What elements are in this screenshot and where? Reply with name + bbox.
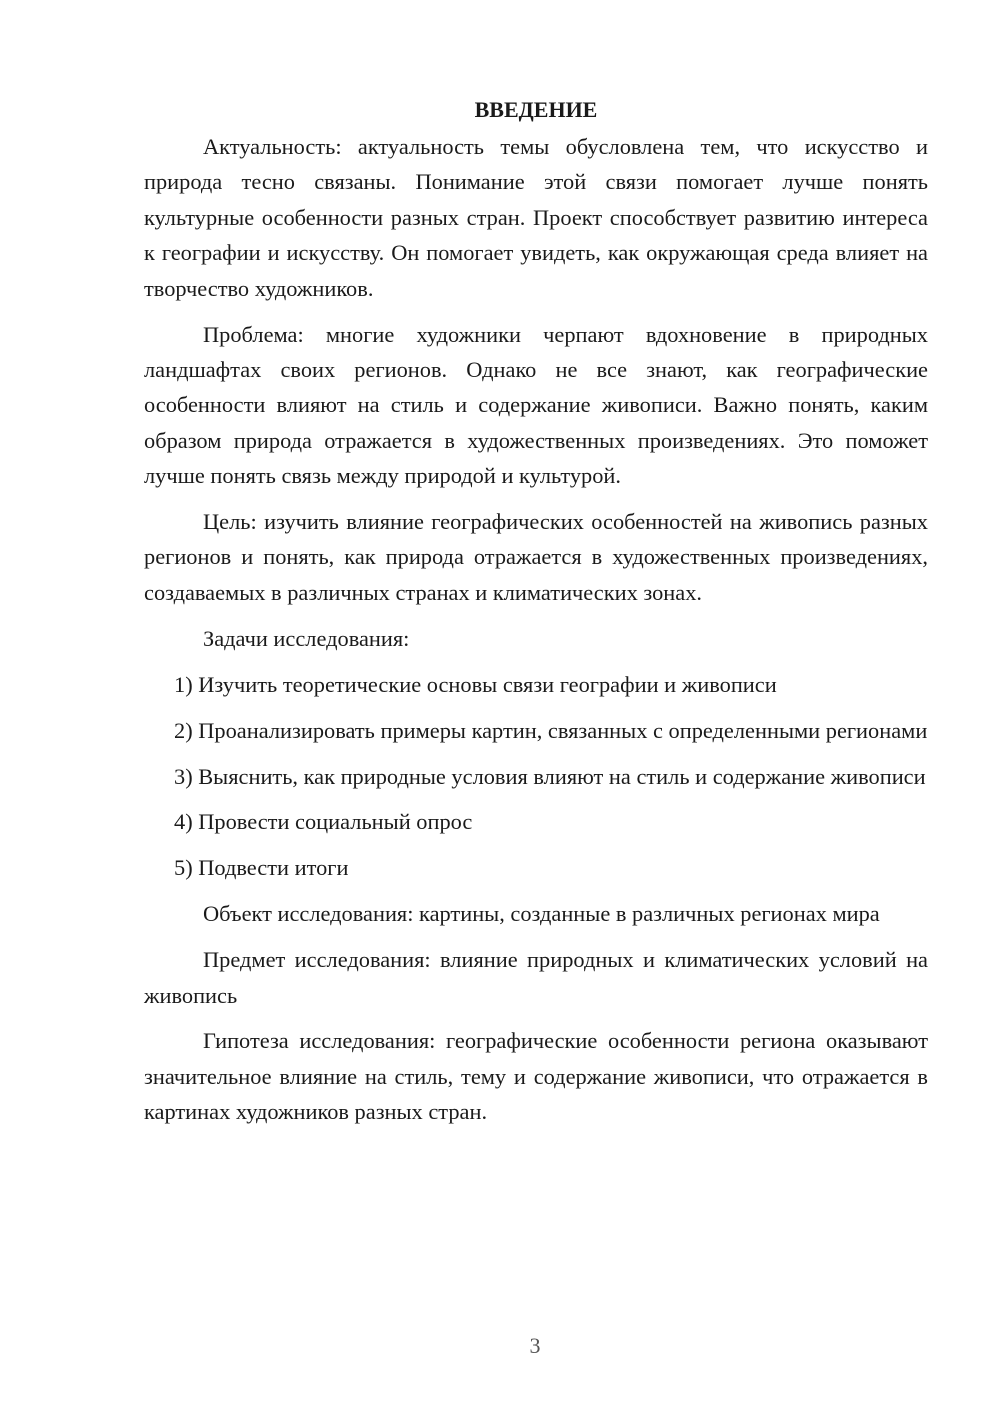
task-item-2: 2) Проанализировать примеры картин, связанных с определенными регионами	[174, 717, 928, 743]
task-item-1: 1) Изучить теоретические основы связи географии и живописи	[174, 671, 777, 697]
tasks-heading: Задачи исследования:	[203, 625, 410, 651]
document-page	[144, 92, 928, 1140]
task-item-4: 4) Провести социальный опрос	[174, 809, 473, 835]
paragraph-object: Объект исследования: картины, созданные в различных регионах мира	[203, 901, 880, 927]
task-item-5: 5) Подвести итоги	[174, 855, 349, 881]
task-item-3: 3) Выяснить, как природные условия влияют на стиль и содержание живописи	[174, 763, 926, 789]
section-title: ВВЕДЕНИЕ	[474, 97, 598, 122]
paragraph-problem: Проблема: многие художники черпают вдохновение в природных ландшафтах своих регионов. Однако не все знают, как географические особенности влияют на стиль и содержание живописи. Важно понять, каким образом природа отражается в художественных произведениях. Это поможет лучше понять связь между природой и культурой.	[144, 321, 928, 489]
paragraph-subject: Предмет исследования: влияние природных и климатических условий на живопись	[144, 947, 928, 1008]
paragraph-goal: Цель: изучить влияние географических особенностей на живопись разных регионов и понять, как природа отражается в художественных произведениях, создаваемых в различных странах и климатических зонах.	[144, 509, 928, 605]
paragraph-relevance: Актуальность: актуальность темы обусловлена тем, что искусство и природа тесно связаны. Понимание этой связи помогает лучше понять культурные особенности разных стран. Проект способствует развитию интереса к географии и искусству. Он помогает увидеть, как окружающая среда влияет на творчество художников.	[144, 134, 928, 301]
paragraph-hypothesis: Гипотеза исследования: географические особенности региона оказывают значительное влияние на стиль, тему и содержание живописи, что отражается в картинах художников разных стран.	[144, 1028, 928, 1125]
page-number: 3	[529, 1333, 541, 1358]
